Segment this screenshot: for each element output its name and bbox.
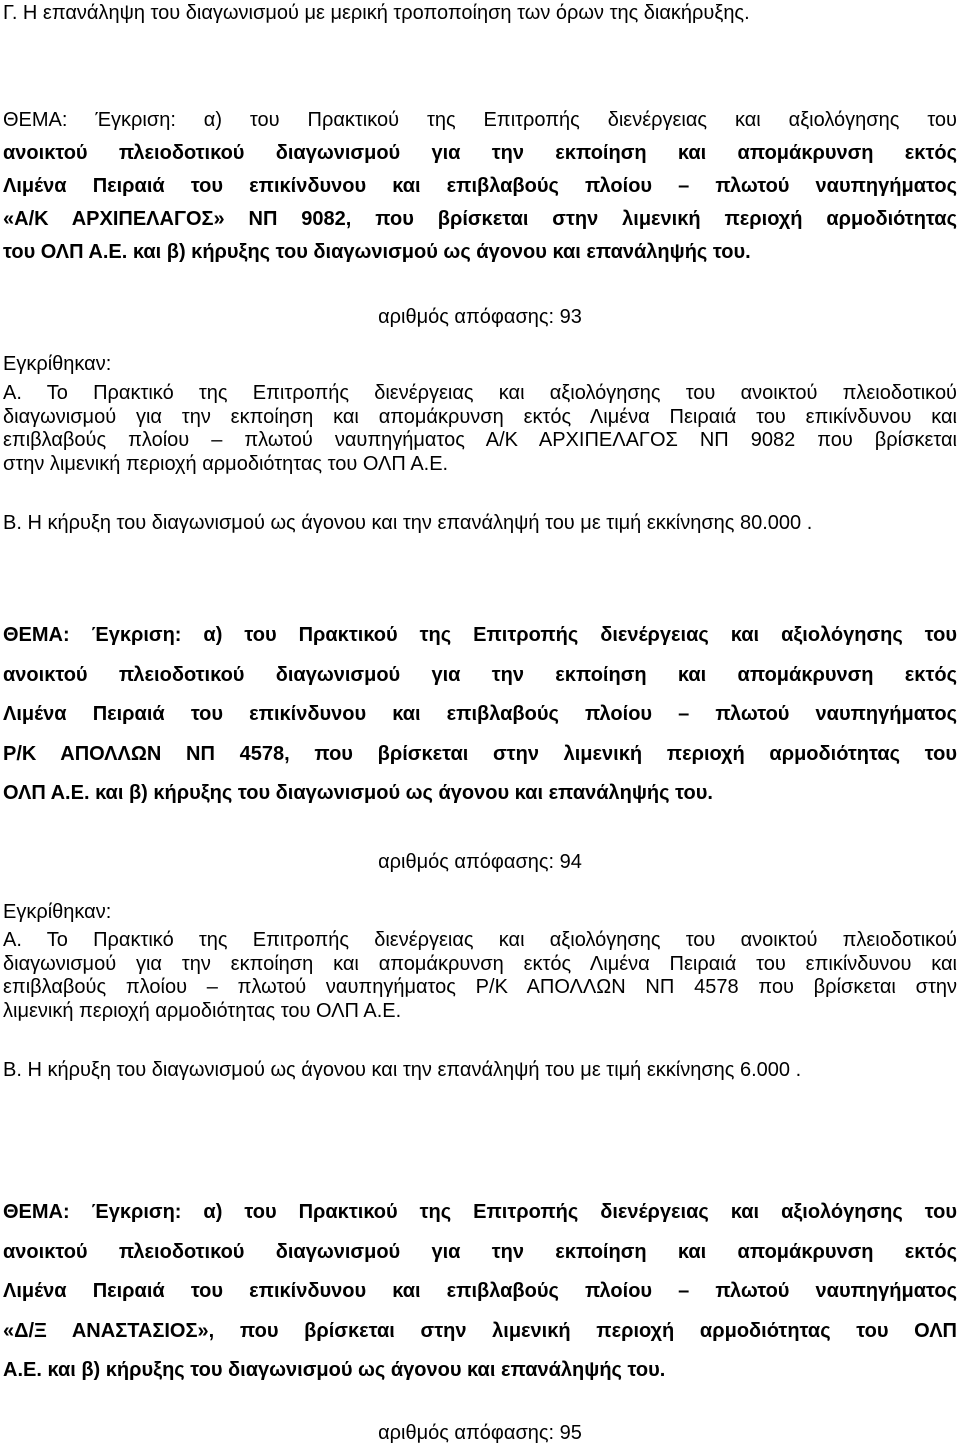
point-b-93: Β. Η κήρυξη του διαγωνισμού ως άγονου και την επανάληψή του με τιμή εκκίνησης 80.000 . <box>3 512 813 534</box>
point-a-93 <box>3 382 957 476</box>
theme-line: Λιμένα Πειραιά του επικίνδυνου και επιβλαβούς πλοίου – πλωτού ναυπηγήματος <box>3 703 957 725</box>
decision-number-94: αριθμός απόφασης: 94 <box>378 851 582 873</box>
theme-line: ΘΕΜΑ: Έγκριση: α) του Πρακτικού της Επιτροπής διενέργειας και αξιολόγησης του <box>3 1201 957 1223</box>
decision-number-95: αριθμός απόφασης: 95 <box>378 1422 582 1444</box>
theme-line: «Δ/Ξ ΑΝΑΣΤΑΣΙΟΣ», που βρίσκεται στην λιμενική περιοχή αρμοδιότητας του ΟΛΠ <box>3 1319 957 1342</box>
theme-line: ΘΕΜΑ: Έγκριση: α) του Πρακτικού της Επιτροπής διενέργειας και αξιολόγησης του <box>3 109 957 131</box>
theme-line: Α.Ε. και β) κήρυξης του διαγωνισμού ως άγονου και επανάληψής του. <box>3 1359 666 1381</box>
theme-line: ανοικτού πλειοδοτικού διαγωνισμού για την εκποίηση και απομάκρυνση εκτός <box>3 663 957 686</box>
theme-line: ΘΕΜΑ: Έγκριση: α) του Πρακτικού της Επιτροπής διενέργειας και αξιολόγησης του <box>3 624 957 646</box>
theme-line: Λιμένα Πειραιά του επικίνδυνου και επιβλαβούς πλοίου – πλωτού ναυπηγήματος <box>3 175 957 197</box>
decision-number-93: αριθμός απόφασης: 93 <box>378 306 582 328</box>
point-a-line: Α. Το Πρακτικό της Επιτροπής διενέργειας και αξιολόγησης του ανοικτού πλειοδοτικού <box>3 929 957 951</box>
theme-paragraph-93 <box>3 104 957 269</box>
theme-line: ανοικτού πλειοδοτικού διαγωνισμού για την εκποίηση και απομάκρυνση εκτός <box>3 142 957 164</box>
point-a-line: επιβλαβούς πλοίου – πλωτού ναυπηγήματος Α/Κ ΑΡΧΙΠΕΛΑΓΟΣ ΝΠ 9082 που βρίσκεται <box>3 429 957 451</box>
theme-paragraph-94 <box>3 616 957 814</box>
theme-line: ανοικτού πλειοδοτικού διαγωνισμού για την εκποίηση και απομάκρυνση εκτός <box>3 1240 957 1263</box>
theme-line: του ΟΛΠ Α.Ε. και β) κήρυξης του διαγωνισμού ως άγονου και επανάληψής του. <box>3 241 751 263</box>
point-a-line: λιμενική περιοχή αρμοδιότητας του ΟΛΠ Α.Ε. <box>3 999 402 1022</box>
point-a-line: διαγωνισμού για την εκποίηση και απομάκρυνση εκτός Λιμένα Πειραιά του επικίνδυνου και <box>3 405 957 428</box>
theme-line: Λιμένα Πειραιά του επικίνδυνου και επιβλαβούς πλοίου – πλωτού ναυπηγήματος <box>3 1280 957 1302</box>
intro-text: Γ. Η επανάληψη του διαγωνισμού με μερική τροποποίηση των όρων της διακήρυξης. <box>3 2 750 24</box>
approved-label: Εγκρίθηκαν: <box>3 901 112 923</box>
theme-line: Ρ/Κ ΑΠΟΛΛΩΝ ΝΠ 4578, που βρίσκεται στην λιμενική περιοχή αρμοδιότητας του <box>3 742 957 765</box>
theme-line: ΟΛΠ Α.Ε. και β) κήρυξης του διαγωνισμού ως άγονου και επανάληψής του. <box>3 782 713 804</box>
theme-line: «Α/Κ ΑΡΧΙΠΕΛΑΓΟΣ» ΝΠ 9082, που βρίσκεται στην λιμενική περιοχή αρμοδιότητας <box>3 208 957 230</box>
point-a-line: Α. Το Πρακτικό της Επιτροπής διενέργειας και αξιολόγησης του ανοικτού πλειοδοτικού <box>3 382 957 404</box>
point-a-94 <box>3 929 957 1023</box>
point-a-line: διαγωνισμού για την εκποίηση και απομάκρυνση εκτός Λιμένα Πειραιά του επικίνδυνου και <box>3 952 957 975</box>
point-a-line: στην λιμενική περιοχή αρμοδιότητας του ΟΛΠ Α.Ε. <box>3 452 449 475</box>
point-a-line: επιβλαβούς πλοίου – πλωτού ναυπηγήματος Ρ/Κ ΑΠΟΛΛΩΝ ΝΠ 4578 που βρίσκεται στην <box>3 976 957 998</box>
approved-label: Εγκρίθηκαν: <box>3 353 112 375</box>
point-b-94: Β. Η κήρυξη του διαγωνισμού ως άγονου και την επανάληψή του με τιμή εκκίνησης 6.000 . <box>3 1059 802 1081</box>
theme-paragraph-95 <box>3 1193 957 1391</box>
